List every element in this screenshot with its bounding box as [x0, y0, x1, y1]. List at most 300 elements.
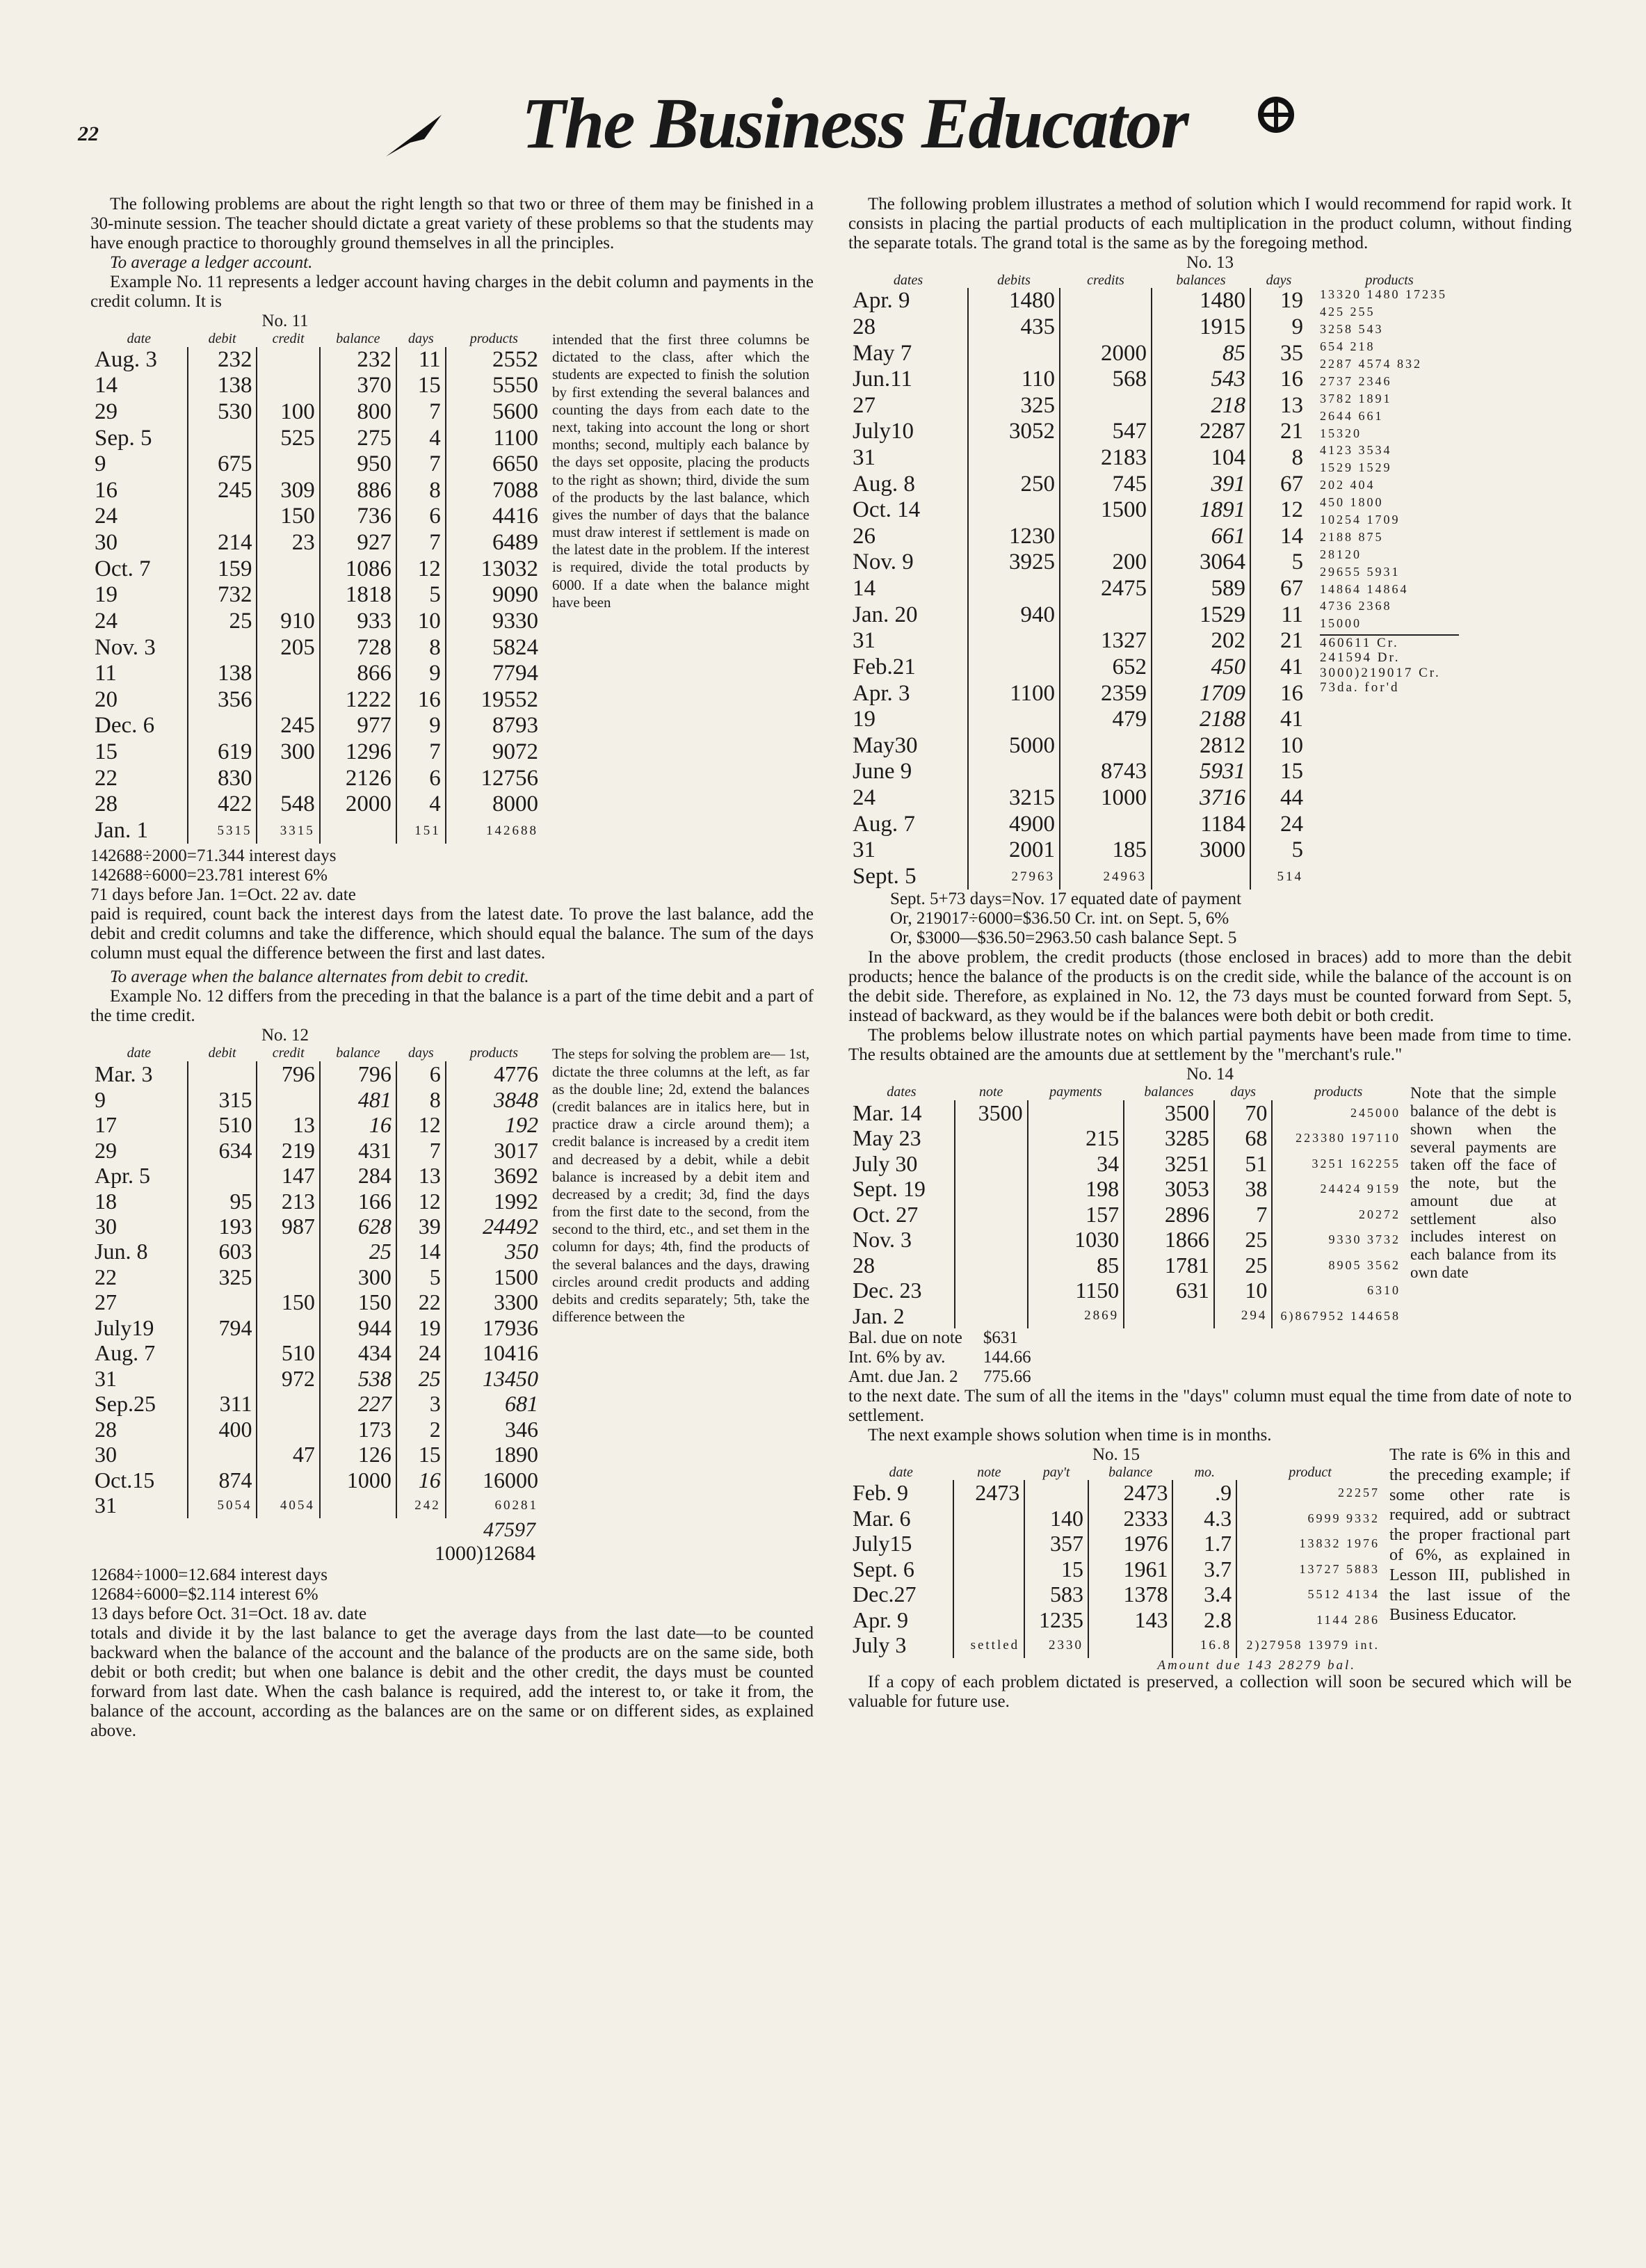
ex12-cell: 25: [396, 1366, 446, 1391]
ex13-row: [848, 654, 1307, 681]
ex13-cell: 5931: [1152, 759, 1250, 785]
ex13-cell: 1100: [968, 681, 1060, 707]
ex13-totals: [1320, 634, 1459, 695]
ex12-cell: 95: [188, 1189, 257, 1214]
ex11-cell: 138: [188, 661, 257, 687]
ex12-row: [90, 1315, 542, 1340]
ex13-calc-line: Sept. 5+73 days=Nov. 17 equated date of payment: [890, 890, 1241, 909]
ex12-cell: 193: [188, 1214, 257, 1239]
ex13-row: [848, 445, 1307, 472]
ex13-row: [848, 837, 1307, 864]
ex14-cell: 3053: [1124, 1176, 1214, 1201]
ex11-cell: 9072: [446, 739, 542, 766]
ex11-cell: [257, 766, 319, 792]
ex11-row: [90, 635, 542, 661]
ex11-cell: 16: [396, 687, 446, 714]
ex12-cell: 150: [320, 1289, 396, 1314]
ex11-header-debit: debit: [208, 331, 236, 346]
ex11-row: [90, 713, 542, 739]
ex14-cell: 70: [1214, 1100, 1273, 1125]
ex14-cell: 9330 3732: [1272, 1227, 1405, 1252]
ex11-cell: 29: [95, 399, 118, 425]
ex13-cell: 27963: [968, 864, 1060, 890]
ex13-product-entry: 10254 1709: [1320, 512, 1401, 526]
ex15-row: [848, 1607, 1384, 1632]
ex15-cell: 143: [1088, 1607, 1172, 1632]
ex15-cell: [953, 1506, 1024, 1531]
ex13-cell: 745: [1060, 472, 1152, 498]
ex12-cell: [257, 1417, 319, 1442]
ex12-cell: 284: [320, 1163, 396, 1188]
ex14-cell: [955, 1176, 1028, 1201]
ex13-cell: 35: [1250, 341, 1307, 367]
ex13-cell: 325: [968, 393, 1060, 419]
ex13-cell: 41: [1250, 707, 1307, 733]
ex14-cell: [1028, 1100, 1124, 1125]
masthead-title: The Business Educator: [522, 83, 1188, 163]
ex13-row: [848, 549, 1307, 576]
ex12-cell: 796: [320, 1061, 396, 1086]
ex11-cell: 12756: [446, 766, 542, 792]
ex13-cell: 21: [1250, 419, 1307, 445]
ex14-cell: 157: [1028, 1202, 1124, 1227]
ex11-cell: 1100: [446, 426, 542, 452]
ex14-cell: 3251: [1124, 1151, 1214, 1176]
ex12-cell: 22: [95, 1264, 117, 1289]
ex13-cell: [968, 707, 1060, 733]
ex12-label: No. 12: [261, 1026, 309, 1045]
ex14-summary-cell: 775.66: [983, 1367, 1031, 1387]
ex13-cell: 19: [1250, 288, 1307, 314]
ex13-cell: May30: [853, 732, 918, 758]
ex12-cell: 19: [396, 1315, 446, 1340]
ex15-cell: 357: [1024, 1531, 1088, 1556]
ex13-product-entry: 29655 5931: [1320, 564, 1401, 579]
ex13-calc-line: Or, $3000—$36.50=2963.50 cash balance Sept. 5: [890, 928, 1237, 948]
ex13-cell: [1060, 733, 1152, 759]
ex15-cell: 1235: [1024, 1607, 1088, 1632]
ex11-cell: 8: [396, 478, 446, 504]
ex12-extra: [90, 1518, 542, 1566]
left-column: [90, 195, 814, 1741]
ex13-cell: 1915: [1152, 314, 1250, 341]
ex12-cell: 634: [188, 1138, 257, 1163]
ex12-cell: 431: [320, 1138, 396, 1163]
ex14-row: [848, 1303, 1405, 1328]
ex15-cell: 583: [1024, 1582, 1088, 1607]
ex14-header-dates: dates: [887, 1084, 917, 1100]
ex13-product-entry: 3782 1891: [1320, 391, 1392, 405]
ex12-cell: 4776: [446, 1061, 542, 1086]
ex11-cell: 370: [320, 373, 396, 399]
ex13-cell: 1529: [1152, 602, 1250, 629]
ex14-header-products: products: [1314, 1084, 1363, 1100]
heading-ledger-average: To average a ledger account.: [110, 253, 313, 272]
ex11-cell: [188, 426, 257, 452]
ex11-header-date: date: [127, 331, 152, 346]
ex14-summary-cell: 144.66: [983, 1348, 1031, 1367]
ex13-row: [848, 314, 1307, 341]
ex11-cell: [257, 347, 319, 373]
ex11-cell: 15: [396, 373, 446, 399]
ex14-cell: 85: [1028, 1253, 1124, 1278]
ex14-cell: Sept. 19: [853, 1176, 926, 1202]
ex13-cell: 16: [1250, 681, 1307, 707]
ex13-cell: Jan. 20: [853, 602, 918, 627]
ex13-cell: 26: [853, 523, 876, 549]
ex13-cell: 661: [1152, 524, 1250, 550]
ex12-row: [90, 1493, 542, 1518]
ex14-cell: 6310: [1272, 1278, 1405, 1303]
ex12-intro: Example No. 12 differs from the preceding in that the balance is a part of the time debit and a part of the time credit.: [90, 987, 814, 1026]
ex13-row: [848, 602, 1307, 629]
ex11-cell: 16: [95, 477, 118, 503]
ex15-cell: 22257: [1236, 1480, 1384, 1505]
ex13-calc-line: Or, 219017÷6000=$36.50 Cr. int. on Sept. 5, 6%: [890, 909, 1229, 928]
ex15-row: [848, 1480, 1384, 1505]
ex12-cell: 31: [95, 1493, 117, 1518]
ex11-cell: 933: [320, 609, 396, 635]
ex12-cell: 227: [320, 1391, 396, 1416]
ex12-credit-excess: 47597: [483, 1518, 535, 1541]
ex12-cell: 1890: [446, 1442, 542, 1467]
ex11-cell: 11: [95, 661, 117, 686]
ex12-cell: [188, 1442, 257, 1467]
ex13-cell: 652: [1060, 654, 1152, 681]
ex11-cell: 7: [396, 739, 446, 766]
ex13-cell: 12: [1250, 497, 1307, 524]
ex12-cell: [257, 1087, 319, 1112]
ex12-cell: 14: [396, 1239, 446, 1264]
ex14-row: [848, 1100, 1405, 1125]
ex14-row: [848, 1227, 1405, 1252]
ex14-cell: 215: [1028, 1125, 1124, 1150]
ex11-cell: 19552: [446, 687, 542, 714]
ex13-cell: July10: [853, 419, 914, 444]
ex14-cell: 10: [1214, 1278, 1273, 1303]
ex12-cell: 242: [396, 1493, 446, 1518]
ex11-cell: [257, 451, 319, 478]
ex15-header-note: note: [977, 1465, 1001, 1481]
ex12-cell: 3300: [446, 1289, 542, 1314]
ex12-row: [90, 1391, 542, 1416]
ex11-row: [90, 791, 542, 818]
ex14-cell: 3285: [1124, 1125, 1214, 1150]
ex14-cell: 7: [1214, 1202, 1273, 1227]
ex14-cell: 1781: [1124, 1253, 1214, 1278]
ex11-cell: 9: [95, 451, 106, 477]
ex12-cell: [257, 1391, 319, 1416]
ex15-header-product: product: [1289, 1465, 1332, 1481]
ex12-row: [90, 1214, 542, 1239]
ex13-product-list: [1320, 288, 1459, 630]
ex12-cell: 434: [320, 1340, 396, 1365]
ex13-row: [848, 472, 1307, 498]
ex12-cell: 25: [320, 1239, 396, 1264]
ex12-row: [90, 1112, 542, 1137]
ex11-cell: 25: [188, 609, 257, 635]
ex11-cell: 950: [320, 451, 396, 478]
ex11-cell: 9090: [446, 582, 542, 609]
ex12-header-date: date: [127, 1045, 152, 1061]
ex11-cell: 675: [188, 451, 257, 478]
ex13-row: [848, 707, 1307, 733]
ex11-cell: 800: [320, 399, 396, 426]
ex12-cell: 16: [320, 1112, 396, 1137]
ex13-product-entry: 202 404: [1320, 478, 1375, 492]
ex12-cell: 9: [95, 1086, 106, 1112]
ex11-calc-line: 71 days before Jan. 1=Oct. 22 av. date: [90, 885, 356, 905]
ex12-cell: 17936: [446, 1315, 542, 1340]
ex15-cell: Apr. 9: [853, 1607, 908, 1632]
ex11-cell: 736: [320, 504, 396, 530]
ex14-cell: 8905 3562: [1272, 1253, 1405, 1278]
ex12-cell: [257, 1315, 319, 1340]
ex14-cell: 631: [1124, 1278, 1214, 1303]
ex13-cell: [968, 628, 1060, 654]
ex15-cell: 1.7: [1172, 1531, 1236, 1556]
ex12-cell: 538: [320, 1366, 396, 1391]
ex12-calc-line: 12684÷6000=$2.114 interest 6%: [90, 1584, 318, 1604]
ex13-product-entry: 2737 2346: [1320, 373, 1392, 388]
ex11-after: paid is required, count back the interest days from the latest date. To prove the last balance, add the debit and credit columns and take the difference, which should equal the balance. The sum of the days column must equal the difference between the first and last dates.: [90, 905, 814, 963]
ex11-cell: 7: [396, 399, 446, 426]
ex13-row: [848, 785, 1307, 812]
ex12-cell: 346: [446, 1417, 542, 1442]
ex11-cell: 11: [396, 347, 446, 373]
ex14-cell: 2869: [1028, 1303, 1124, 1328]
ex11-row: [90, 661, 542, 687]
ex11-cell: 977: [320, 713, 396, 739]
ex13-cell: 3000: [1152, 837, 1250, 864]
masthead: [362, 83, 1307, 167]
ex13-cell: 1327: [1060, 628, 1152, 654]
ex13-cell: 11: [1250, 602, 1307, 629]
ex13-products: [1320, 273, 1459, 890]
ex13-row: [848, 759, 1307, 785]
ex12-row: [90, 1239, 542, 1264]
ex14-summary-cell: Bal. due on note: [848, 1328, 962, 1348]
ex11-cell: 886: [320, 478, 396, 504]
ex13-cell: Oct. 14: [853, 497, 921, 523]
ex11-cell: 5550: [446, 373, 542, 399]
ex13-header-debits: debits: [997, 273, 1031, 288]
ex14-cell: 38: [1214, 1176, 1273, 1201]
ex15-header-balance: balance: [1108, 1465, 1153, 1481]
ex15-cell: [953, 1582, 1024, 1607]
ex15-cell: 4.3: [1172, 1506, 1236, 1531]
ex12-row: [90, 1442, 542, 1467]
ex13-cell: [1060, 524, 1152, 550]
ex15-cell: 15: [1024, 1557, 1088, 1582]
ex13-label: No. 13: [1186, 253, 1234, 272]
ex12-cell: 311: [188, 1391, 257, 1416]
ex11-cell: 245: [257, 713, 319, 739]
ex13-row: [848, 524, 1307, 550]
ex13-cell: Jun.11: [853, 367, 912, 392]
ex12-cell: 628: [320, 1214, 396, 1239]
ex11-cell: 138: [188, 373, 257, 399]
ex11-header-days: days: [408, 331, 434, 346]
ex15-row: [848, 1582, 1384, 1607]
ex13-header-credits: credits: [1087, 273, 1124, 288]
ex15-cell: 1961: [1088, 1557, 1172, 1582]
ex15-cell: .9: [1172, 1480, 1236, 1505]
ex11-cell: 927: [320, 530, 396, 556]
notes-intro: The problems below illustrate notes on which partial payments have been made from time to time. The results obtained are the amounts due at settlement by the "merchant's rule.": [848, 1026, 1572, 1065]
ex15-row: [848, 1632, 1384, 1657]
ex12-row: [90, 1340, 542, 1365]
ex11-cell: 866: [320, 661, 396, 687]
ex14-header-balances: balances: [1144, 1084, 1194, 1100]
ex12-cell: 3692: [446, 1163, 542, 1188]
ex13-cell: [1060, 812, 1152, 838]
ex11-cell: 728: [320, 635, 396, 661]
ex13-cell: 202: [1152, 628, 1250, 654]
ex13-cell: 391: [1152, 472, 1250, 498]
ex13-cell: 1709: [1152, 681, 1250, 707]
ex15-cell: 1378: [1088, 1582, 1172, 1607]
ex12-cell: 325: [188, 1264, 257, 1289]
ex15-cell: settled: [953, 1632, 1024, 1657]
right-intro: The following problem illustrates a method of solution which I would recommend for rapid work. It consists in placing the partial products of each multiplication in the product column, without finding the separate totals. The grand total is the same as by the foregoing method.: [848, 195, 1572, 252]
ex13-cell: 31: [853, 837, 876, 863]
ex12-cell: 126: [320, 1442, 396, 1467]
ex12-row: [90, 1163, 542, 1188]
ex12-cell: 27: [95, 1289, 117, 1315]
ex14-cell: May 23: [853, 1125, 921, 1151]
ex13-row: [848, 497, 1307, 524]
ex13-cell: 1000: [1060, 785, 1152, 812]
ex13-cell: 1480: [1152, 288, 1250, 314]
ex14-cell: [955, 1202, 1028, 1227]
ex11-cell: 22: [95, 765, 118, 791]
ex12-cell: 31: [95, 1365, 117, 1391]
ex14-cell: Mar. 14: [853, 1100, 922, 1125]
ex12-calc-line: 12684÷1000=12.684 interest days: [90, 1565, 328, 1584]
ex13-cell: Apr. 9: [853, 288, 910, 314]
ex13-products-header: products: [1365, 273, 1414, 288]
ex11-cell: 15: [95, 739, 118, 764]
ex12-cell: [188, 1163, 257, 1188]
ex13-cell: 3215: [968, 785, 1060, 812]
ex11-cell: [188, 713, 257, 739]
ex13-product-entry: 450 1800: [1320, 495, 1384, 510]
ex13-block: [848, 273, 1572, 890]
ex12-cell: 2: [396, 1417, 446, 1442]
ex15-cell: 3.4: [1172, 1582, 1236, 1607]
ex12-header-credit: credit: [272, 1045, 305, 1061]
ex12-cell: Jun. 8: [95, 1239, 148, 1264]
ex14-cell: 3500: [1124, 1100, 1214, 1125]
ex12-calc: [90, 1566, 814, 1624]
ex11-cell: 205: [257, 635, 319, 661]
ex15-cell: [1024, 1480, 1088, 1505]
ex13-cell: 589: [1152, 576, 1250, 602]
ex15-cell: 3.7: [1172, 1557, 1236, 1582]
ex14-header-payments: payments: [1049, 1084, 1102, 1100]
ex11-row: [90, 347, 542, 373]
ex12-header-balance: balance: [336, 1045, 380, 1061]
ex14-summary-row: [848, 1348, 1052, 1367]
ex12-cell: 22: [396, 1289, 446, 1314]
ex12-cell: 47: [257, 1442, 319, 1467]
ex14-cell: July 30: [853, 1150, 918, 1176]
ex15-cell: [953, 1607, 1024, 1632]
ex12-cell: 510: [188, 1112, 257, 1137]
ex13-cell: 31: [853, 445, 876, 471]
ex11-calc: [90, 846, 814, 905]
ex11-cell: 10: [396, 609, 446, 635]
ex13-cell: 16: [1250, 367, 1307, 393]
ex15-cell: July 3: [853, 1632, 907, 1658]
ex11-cell: 8000: [446, 791, 542, 818]
ex13-cell: 3716: [1152, 785, 1250, 812]
ex11-cell: 5: [396, 582, 446, 609]
ex11-cell: 19: [95, 582, 118, 608]
ex12-row: [90, 1264, 542, 1289]
ex13-cell: 24963: [1060, 864, 1152, 890]
ex14-cell: 198: [1028, 1176, 1124, 1201]
ex11-row: [90, 530, 542, 556]
ex14-summary-cell: $631: [983, 1328, 1018, 1348]
quill-icon: [382, 111, 445, 160]
ex11-cell: 1296: [320, 739, 396, 766]
ex11-cell: 14: [95, 373, 118, 399]
ex14-cell: 294: [1214, 1303, 1273, 1328]
ex12-cell: 8: [396, 1087, 446, 1112]
ex13-cell: 2287: [1152, 419, 1250, 445]
ex11-row: [90, 451, 542, 478]
ex11-cell: 232: [320, 347, 396, 373]
ex13-cell: Feb.21: [853, 654, 916, 679]
ex15-amount: Amount due 143 28279 bal.: [1157, 1657, 1356, 1673]
ex11-cell: 7: [396, 530, 446, 556]
ex13-cell: 1230: [968, 524, 1060, 550]
ex11-cell: [188, 635, 257, 661]
ex13-cell: 9: [1250, 314, 1307, 341]
ex12-cell: 24492: [446, 1214, 542, 1239]
ex13-cell: 2188: [1152, 707, 1250, 733]
ex11-cell: 28: [95, 791, 118, 817]
ex11-cell: 9: [396, 661, 446, 687]
ex13-row: [848, 733, 1307, 759]
ex13-table: [848, 273, 1307, 890]
ex11-row: [90, 818, 542, 844]
ex11-cell: Dec. 6: [95, 713, 155, 739]
ex13-cell: [1152, 864, 1250, 890]
ex14-cell: Oct. 27: [853, 1201, 919, 1227]
ex13-cell: 14: [1250, 524, 1307, 550]
ex11-row: [90, 504, 542, 530]
ex12-cell: 28: [95, 1416, 117, 1442]
ex11-cell: 910: [257, 609, 319, 635]
ex13-cell: [1060, 314, 1152, 341]
ex12-cell: 603: [188, 1239, 257, 1264]
ex13-product-entry: 654 218: [1320, 339, 1375, 354]
ex13-product-entry: 13320 1480 17235: [1320, 287, 1447, 302]
ex14-cell: 24424 9159: [1272, 1176, 1405, 1201]
ex12-cell: Mar. 3: [95, 1061, 153, 1087]
ex12-cell: 350: [446, 1239, 542, 1264]
ex12-cell: 3848: [446, 1087, 542, 1112]
ex12-cell: 510: [257, 1340, 319, 1365]
ex12-cell: 18: [95, 1188, 117, 1214]
ex12-cell: 5054: [188, 1493, 257, 1518]
ex11-cell: [320, 818, 396, 844]
ex11-cell: Jan. 1: [95, 817, 148, 843]
ex13-cell: 67: [1250, 576, 1307, 602]
